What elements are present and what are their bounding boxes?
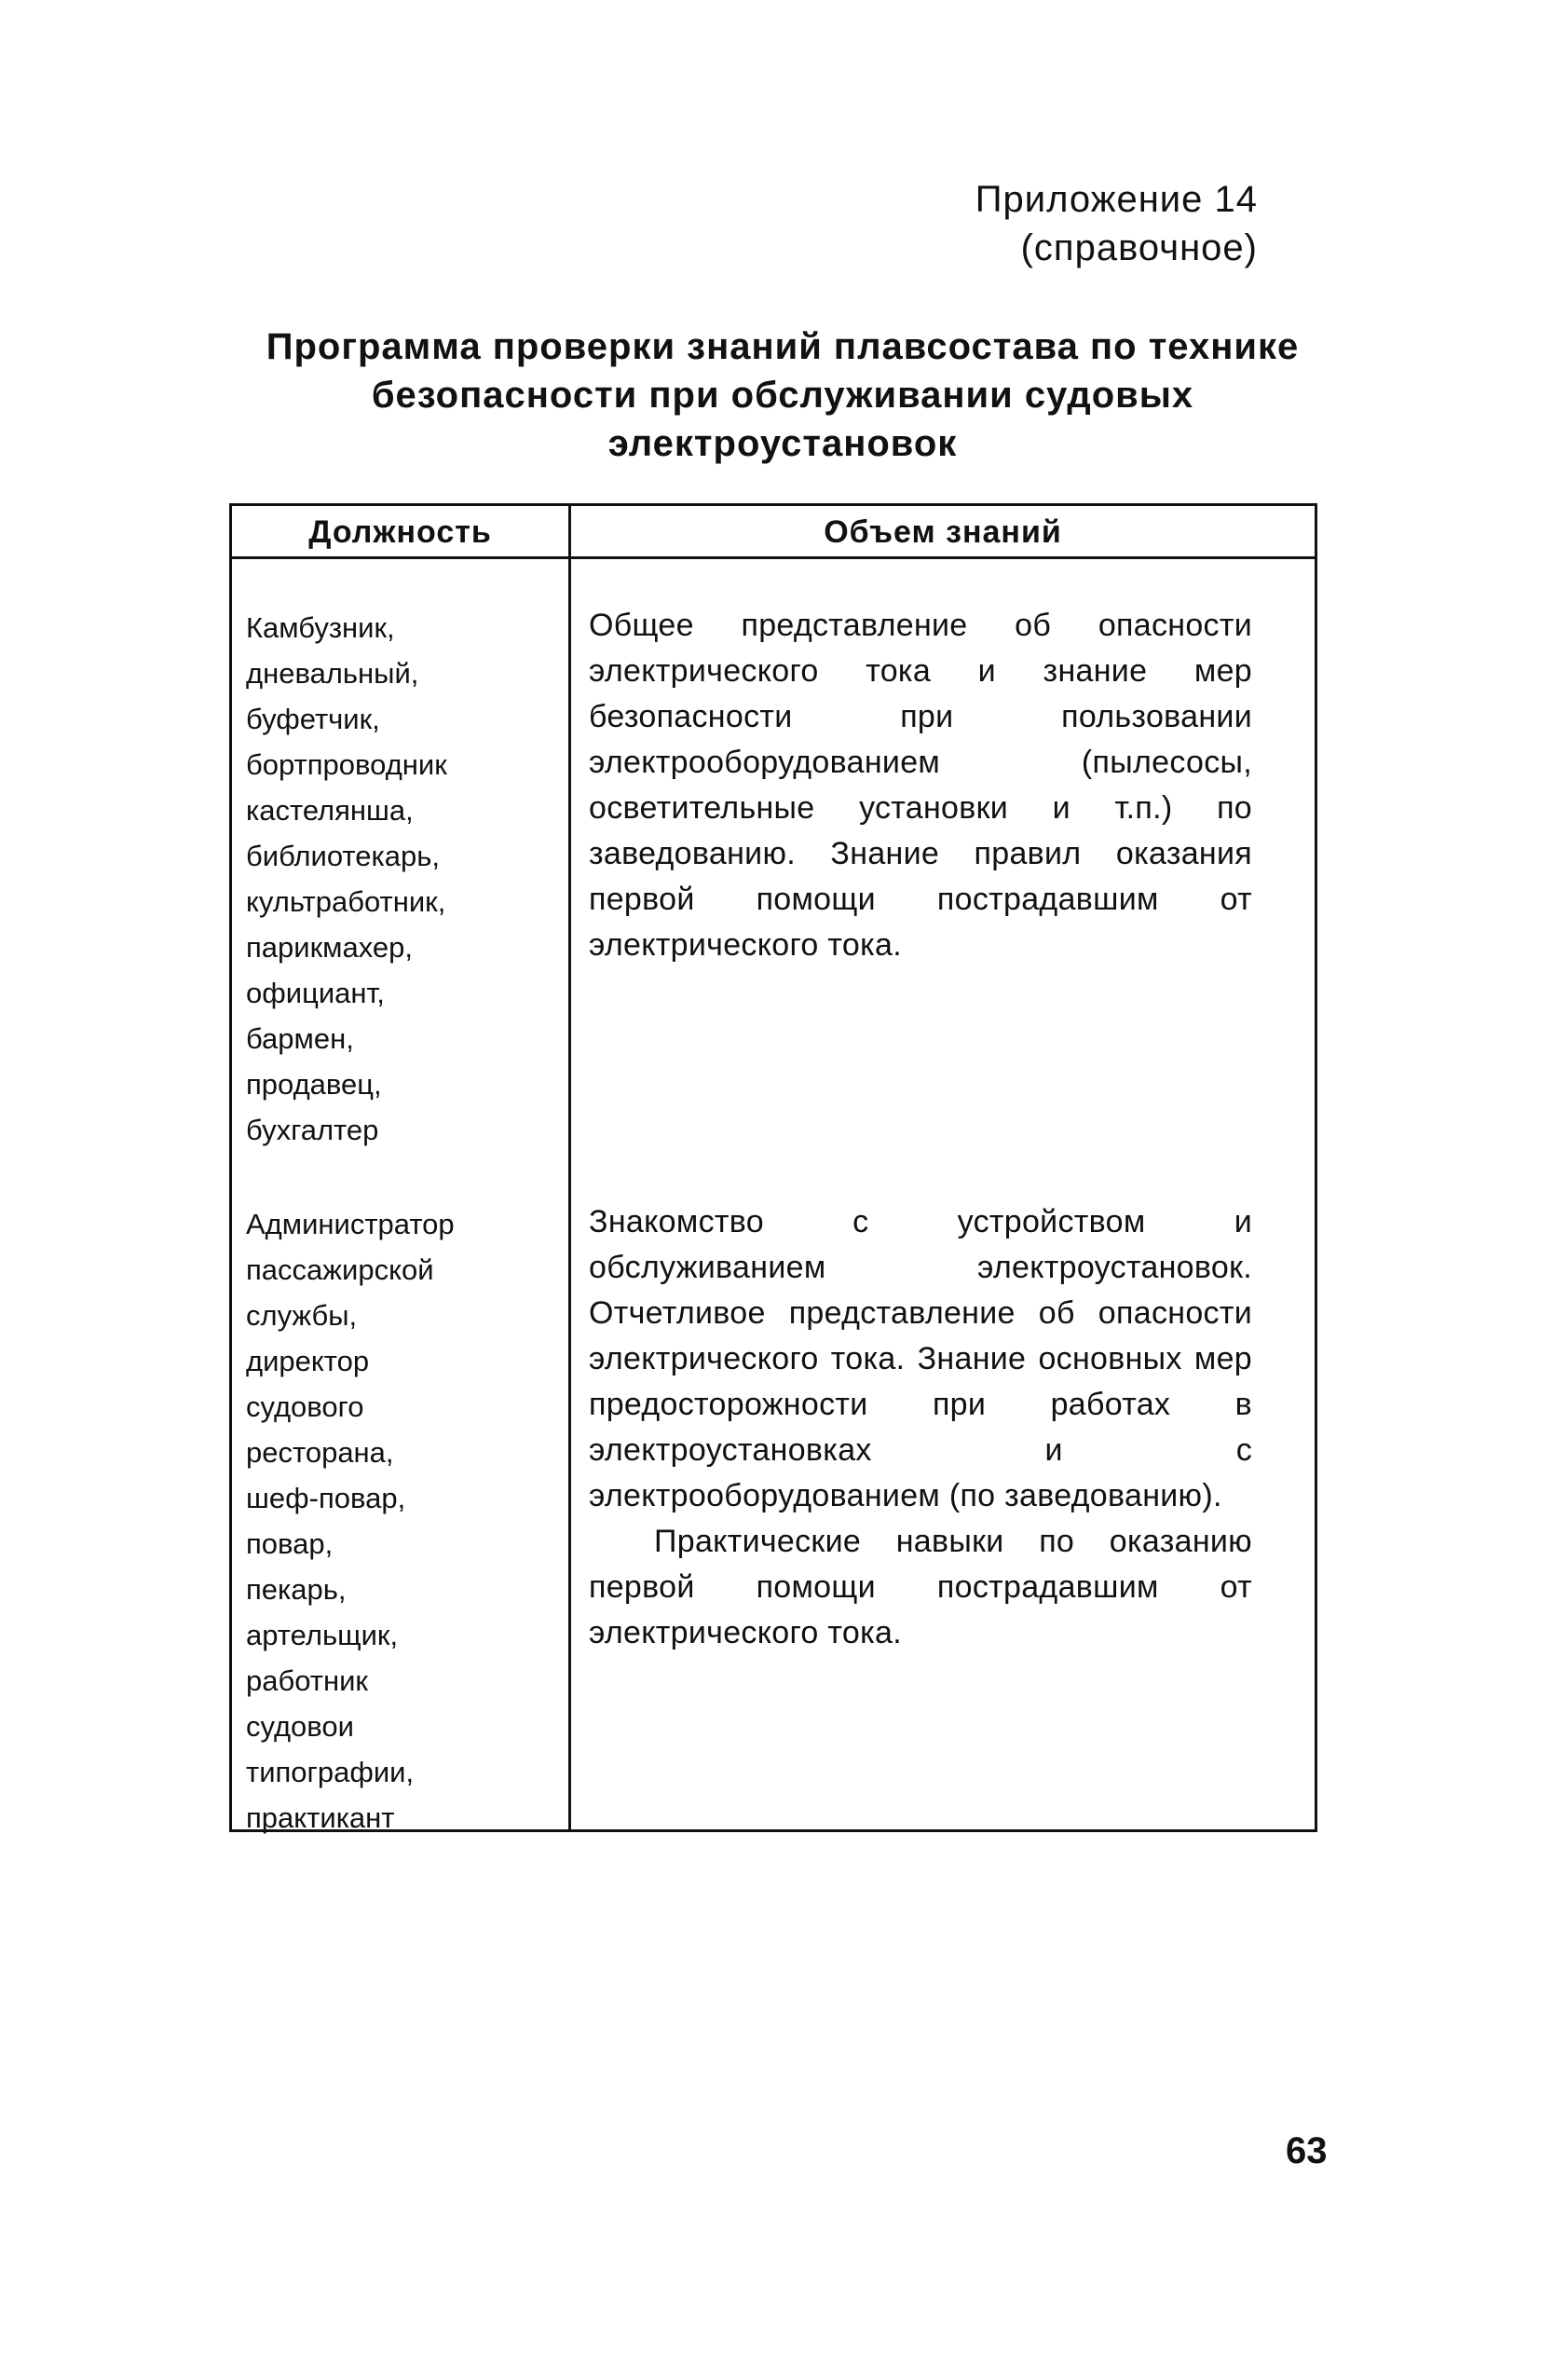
- title-line-3: электроустановок: [607, 423, 958, 464]
- position-item: шеф-повар,: [246, 1482, 406, 1514]
- position-item: работник: [246, 1664, 368, 1697]
- position-item: судового: [246, 1390, 364, 1423]
- position-item: Камбузник,: [246, 611, 395, 644]
- position-item: парикмахер,: [246, 931, 413, 964]
- header-divider: [232, 556, 1315, 559]
- header-position: Должность: [308, 514, 492, 550]
- positions-group-1: [246, 605, 563, 1153]
- title-line-1: Программа проверки знаний плавсостава по технике: [266, 326, 1300, 367]
- page-number: 63: [1286, 2130, 1328, 2171]
- position-item: артельщик,: [246, 1619, 399, 1651]
- position-item: дневальный,: [246, 657, 419, 690]
- knowledge-paragraph: Практические навыки по оказанию первой помощи пострадавшим от электрического тока.: [589, 1524, 1252, 1650]
- positions-group-2: [246, 1201, 563, 1841]
- position-item: бухгалтер: [246, 1114, 379, 1146]
- position-item: судовои: [246, 1710, 354, 1743]
- position-item: бармен,: [246, 1022, 354, 1055]
- knowledge-table: [229, 503, 1317, 1832]
- knowledge-group-2: [589, 1199, 1252, 1656]
- position-item: пекарь,: [246, 1573, 347, 1606]
- title-line-2: безопасности при обслуживании судовых: [371, 375, 1194, 416]
- position-item: Администратор: [246, 1208, 455, 1240]
- position-item: повар,: [246, 1527, 334, 1560]
- document-title: [224, 322, 1342, 468]
- appendix-label: [975, 175, 1258, 272]
- position-item: продавец,: [246, 1068, 382, 1101]
- knowledge-paragraph: Общее представление об опасности электрического тока и знание мер безопасности при пользовании электрооборудованием (пылесосы, осветительные установки и т.п.) по заведованию. Знание правил оказания первой помощи пострадавшим от электрического тока.: [589, 608, 1252, 963]
- position-item: культработник,: [246, 885, 446, 918]
- position-item: кастелянша,: [246, 794, 414, 827]
- knowledge-group-1: [589, 603, 1252, 968]
- header-knowledge: Объем знаний: [824, 514, 1062, 550]
- position-item: буфетчик,: [246, 703, 380, 735]
- position-item: библиотекарь,: [246, 840, 440, 872]
- position-item: службы,: [246, 1299, 358, 1332]
- position-item: ресторана,: [246, 1436, 394, 1469]
- appendix-number: Приложение 14: [975, 179, 1258, 220]
- position-item: пассажирской: [246, 1253, 434, 1286]
- position-item: типографии,: [246, 1756, 415, 1788]
- column-divider: [568, 506, 571, 1829]
- knowledge-paragraph: Знакомство с устройством и обслуживанием электроустановок. Отчетливое представление об опасности электрического тока. Знание основных мер предосторожности при работах в электроустановках и с электрооборудованием (по заведованию).: [589, 1204, 1252, 1513]
- position-item: официант,: [246, 977, 385, 1009]
- position-item: директор: [246, 1345, 370, 1377]
- position-item: практикант: [246, 1801, 395, 1834]
- appendix-type: (справочное): [1020, 227, 1258, 268]
- position-item: бортпроводник: [246, 748, 447, 781]
